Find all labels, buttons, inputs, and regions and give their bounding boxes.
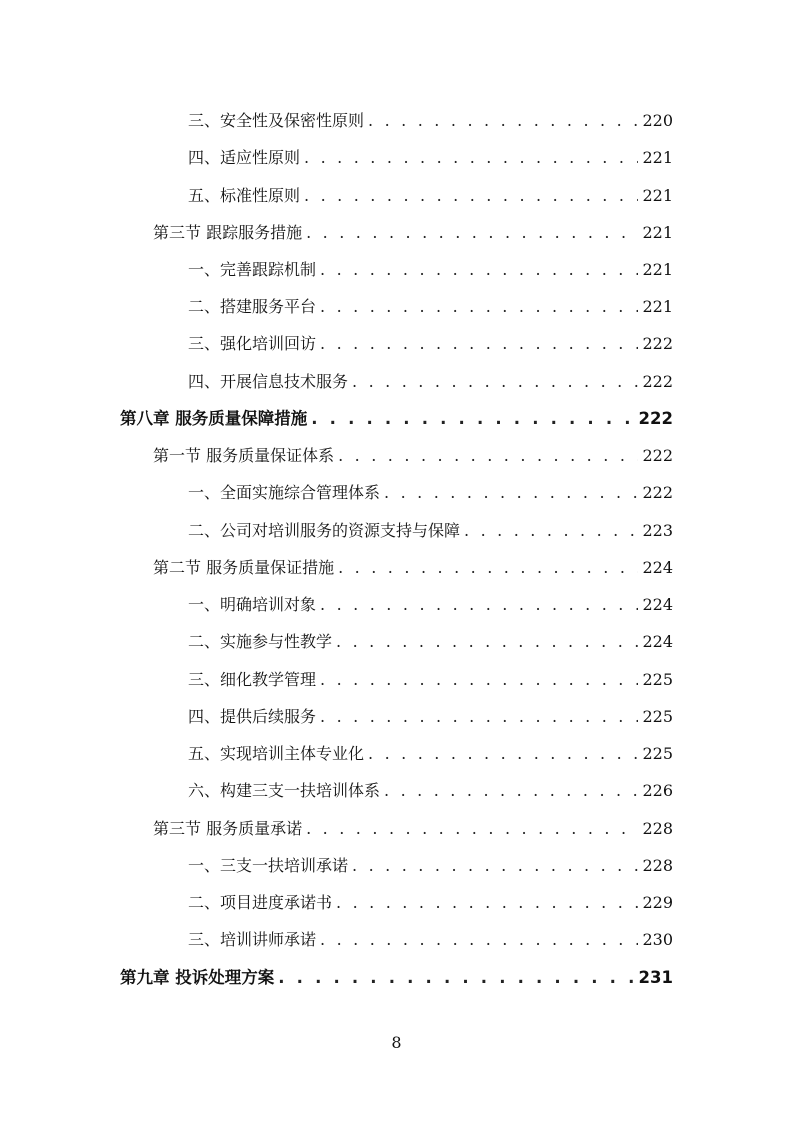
toc-entry-page: 225 — [642, 670, 673, 689]
toc-entry-page: 225 — [642, 707, 673, 726]
toc-leader-dots — [464, 520, 638, 542]
toc-entry-page: 228 — [642, 856, 673, 875]
toc-entry-page: 231 — [638, 968, 673, 987]
toc-leader-dots — [338, 557, 638, 579]
toc-entry — [0, 292, 673, 318]
toc-leader-dots — [304, 147, 638, 169]
toc-entry — [0, 329, 673, 355]
toc-entry-label: 第三节 跟踪服务措施 — [153, 223, 303, 242]
toc-leader-dots — [336, 631, 638, 653]
toc-entry-page: 222 — [642, 446, 673, 465]
toc-entry-label: 四、开展信息技术服务 — [188, 372, 349, 391]
toc-entry-label: 二、项目进度承诺书 — [188, 893, 333, 912]
toc-entry-label: 三、强化培训回访 — [188, 334, 317, 353]
toc-entry-label: 二、搭建服务平台 — [188, 297, 317, 316]
toc-leader-dots — [384, 780, 638, 802]
toc-entry-page: 223 — [642, 521, 673, 540]
toc-entry-label: 第八章 服务质量保障措施 — [120, 409, 308, 428]
toc-entry-page: 221 — [642, 260, 673, 279]
toc-entry — [0, 478, 673, 504]
toc-leader-dots — [352, 371, 638, 393]
toc-leader-dots — [320, 706, 638, 728]
toc-leader-dots — [311, 408, 634, 430]
toc-entry-label: 一、全面实施综合管理体系 — [188, 483, 381, 502]
toc-entry-page: 221 — [642, 186, 673, 205]
toc-leader-dots — [338, 445, 638, 467]
toc-leader-dots — [306, 818, 638, 840]
toc-leader-dots — [320, 259, 638, 281]
toc-entry-label: 第二节 服务质量保证措施 — [153, 558, 335, 577]
toc-leader-dots — [320, 296, 638, 318]
toc-entry — [0, 516, 673, 542]
toc-entry-label: 五、实现培训主体专业化 — [188, 744, 365, 763]
toc-leader-dots — [320, 594, 638, 616]
toc-leader-dots — [384, 482, 638, 504]
toc-entry-label: 一、三支一扶培训承诺 — [188, 856, 349, 875]
toc-entry — [0, 255, 673, 281]
toc-entry — [0, 739, 673, 765]
toc-entry-page: 228 — [642, 819, 673, 838]
toc-leader-dots — [352, 855, 638, 877]
toc-leader-dots — [320, 669, 638, 691]
toc-entry-page: 224 — [642, 595, 673, 614]
toc-entry — [0, 925, 673, 951]
toc-leader-dots — [320, 333, 638, 355]
toc-entry — [0, 367, 673, 393]
toc-entry-label: 六、构建三支一扶培训体系 — [188, 781, 381, 800]
toc-entry-page: 229 — [642, 893, 673, 912]
toc-entry-page: 226 — [642, 781, 673, 800]
toc-leader-dots — [278, 967, 634, 989]
toc-entry — [0, 441, 673, 467]
toc-entry-page: 220 — [642, 111, 673, 130]
toc-entry — [0, 851, 673, 877]
toc-entry-label: 第三节 服务质量承诺 — [153, 819, 303, 838]
toc-entry-label: 三、培训讲师承诺 — [188, 930, 317, 949]
toc-entry-label: 二、实施参与性教学 — [188, 632, 333, 651]
toc-entry-page: 222 — [642, 372, 673, 391]
toc-leader-dots — [304, 185, 638, 207]
toc-entry — [0, 218, 673, 244]
toc-entry-label: 一、完善跟踪机制 — [188, 260, 317, 279]
toc-leader-dots — [320, 929, 638, 951]
toc-entry-page: 222 — [642, 483, 673, 502]
toc-entry-page: 230 — [642, 930, 673, 949]
toc-leader-dots — [306, 222, 638, 244]
toc-leader-dots — [336, 892, 638, 914]
toc-entry-label: 三、安全性及保密性原则 — [188, 111, 365, 130]
toc-entry — [0, 814, 673, 840]
toc-entry-label: 一、明确培训对象 — [188, 595, 317, 614]
toc-entry — [0, 143, 673, 169]
toc-entry — [0, 553, 673, 579]
toc-entry-page: 222 — [638, 409, 673, 428]
toc-entry-page: 221 — [642, 297, 673, 316]
toc-leader-dots — [368, 110, 638, 132]
toc-entry-page: 224 — [642, 632, 673, 651]
toc-entry — [0, 106, 673, 132]
toc-entry — [0, 776, 673, 802]
page-number: 8 — [391, 1033, 402, 1052]
toc-entry-label: 四、提供后续服务 — [188, 707, 317, 726]
toc-entry-label: 三、细化教学管理 — [188, 670, 317, 689]
toc-entry-page: 222 — [642, 334, 673, 353]
toc-entry-page: 225 — [642, 744, 673, 763]
toc-entry-chapter — [0, 963, 673, 989]
toc-entry-label: 第九章 投诉处理方案 — [120, 968, 275, 987]
toc-entry-page: 224 — [642, 558, 673, 577]
toc-entry-page: 221 — [642, 148, 673, 167]
toc-entry-label: 五、标准性原则 — [188, 186, 301, 205]
toc-entry — [0, 181, 673, 207]
toc-entry-chapter — [0, 404, 673, 430]
toc-entry — [0, 888, 673, 914]
toc-entry-label: 第一节 服务质量保证体系 — [153, 446, 335, 465]
toc-entry-label: 四、适应性原则 — [188, 148, 301, 167]
toc-leader-dots — [368, 743, 638, 765]
toc-entry — [0, 590, 673, 616]
toc-entry — [0, 702, 673, 728]
toc-entry-page: 221 — [642, 223, 673, 242]
toc-entry-label: 二、公司对培训服务的资源支持与保障 — [188, 521, 461, 540]
toc-entry — [0, 627, 673, 653]
toc-entry — [0, 665, 673, 691]
